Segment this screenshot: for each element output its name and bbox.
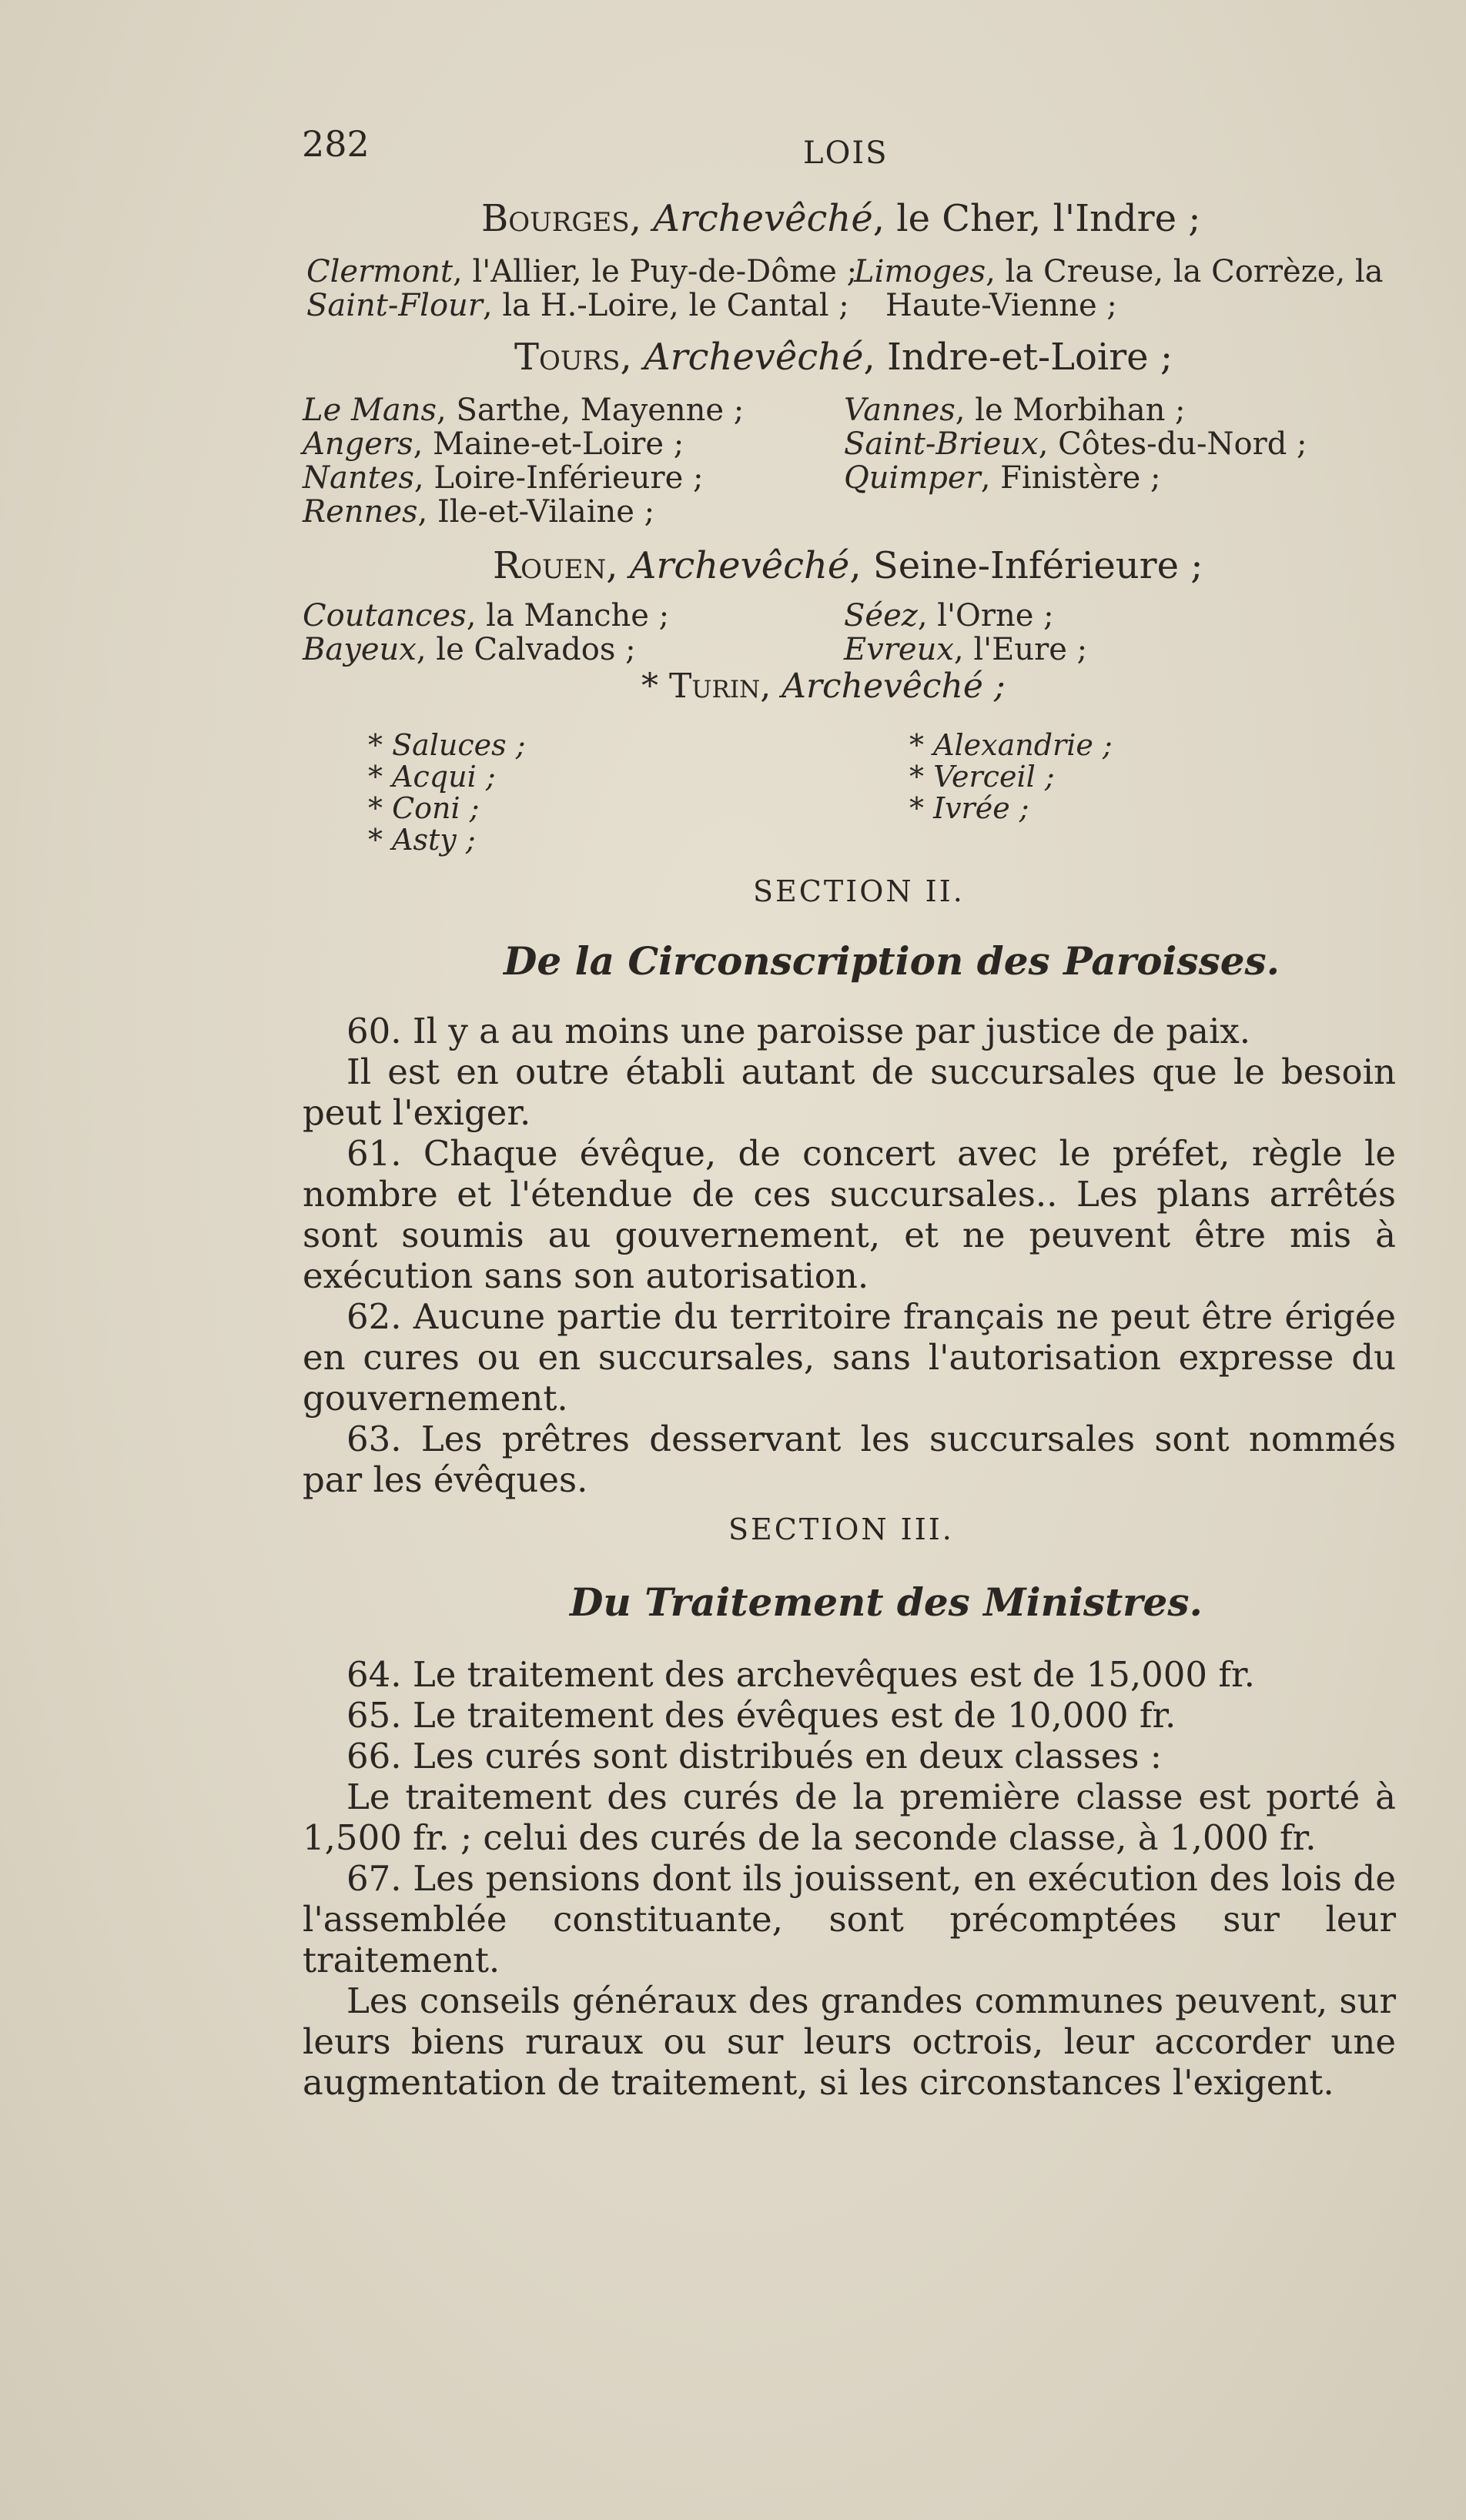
- tours-heading: Tours, Archevêché, Indre-et-Loire ;: [514, 336, 1173, 379]
- tours-rest: , Indre-et-Loire ;: [863, 336, 1173, 379]
- section-3-title: Du Traitement des Ministres.: [570, 1579, 1203, 1625]
- diocese-entry: Rennes, Ile-et-Vilaine ;: [303, 494, 655, 530]
- diocese-entry: Bayeux, le Calvados ;: [303, 632, 636, 667]
- diocese-entry: * Saluces ;: [368, 728, 526, 762]
- turin-right-column: [909, 730, 1113, 824]
- diocese-entry: Nantes, Loire-Inférieure ;: [303, 460, 704, 496]
- turin-see: Turin: [669, 667, 761, 706]
- diocese-entry: Coutances, la Manche ;: [303, 598, 670, 633]
- article-paragraph: Il est en outre établi autant de succursales que le besoin peut l'exiger.: [303, 1051, 1396, 1133]
- article-paragraph: 67. Les pensions dont ils jouissent, en exécution des lois de l'assemblée constituante, sont précomptées sur leur traitement.: [303, 1858, 1396, 1980]
- article-paragraph: 63. Les prêtres desservant les succursales sont nommés par les évêques.: [303, 1419, 1396, 1500]
- article-paragraph: Le traitement des curés de la première classe est porté à 1,500 fr. ; celui des curés de la seconde classe, à 1,000 fr.: [303, 1776, 1396, 1858]
- article-paragraph: 66. Les curés sont distribués en deux classes :: [346, 1736, 1162, 1776]
- rouen-heading: Rouen, Archevêché, Seine-Inférieure ;: [493, 544, 1203, 587]
- section-2-title: De la Circonscription des Paroisses.: [504, 938, 1280, 984]
- turin-heading: * Turin, Archevêché ;: [641, 667, 1006, 706]
- diocese-entry: * Coni ;: [368, 791, 480, 825]
- diocese-entry: Haute-Vienne ;: [885, 288, 1117, 323]
- rouen-see: Rouen: [493, 544, 607, 587]
- diocese-entry: * Acqui ;: [368, 760, 496, 794]
- article-paragraph: 62. Aucune partie du territoire français ne peut être érigée en cures ou en succursales, sans l'autorisation expresse du gouvernement.: [303, 1296, 1396, 1419]
- diocese-entry: Limoges, la Creuse, la Corrèze, la: [854, 254, 1384, 289]
- page-number: 282: [302, 123, 370, 165]
- article-paragraph: 60. Il y a au moins une paroisse par justice de paix.: [346, 1011, 1251, 1051]
- rouen-rest: , Seine-Inférieure ;: [849, 544, 1203, 587]
- section-2-heading: SECTION II.: [753, 874, 965, 908]
- diocese-entry: Le Mans, Sarthe, Mayenne ;: [303, 393, 745, 428]
- diocese-entry: * Asty ;: [368, 823, 476, 857]
- bourges-rank: Archevêché: [653, 197, 873, 240]
- article-paragraph: 65. Le traitement des évêques est de 10,000 fr.: [346, 1695, 1176, 1736]
- tours-rank: Archevêché: [643, 336, 864, 379]
- turin-rank: Archevêché ;: [782, 667, 1006, 706]
- diocese-entry: Vannes, le Morbihan ;: [844, 393, 1186, 428]
- turin-left-column: [368, 730, 526, 856]
- diocese-entry: Saint-Flour, la H.-Loire, le Cantal ;: [306, 288, 849, 323]
- diocese-entry: Evreux, l'Eure ;: [844, 632, 1088, 667]
- diocese-entry: Quimper, Finistère ;: [844, 460, 1161, 496]
- section-2-body: [303, 1011, 1396, 1500]
- bourges-left-column: [306, 255, 857, 323]
- diocese-entry: Saint-Brieux, Côtes-du-Nord ;: [844, 426, 1307, 462]
- tours-left-column: [303, 393, 744, 529]
- section-3-body: [303, 1654, 1396, 2103]
- running-title: LOIS: [803, 135, 889, 171]
- article-paragraph: 64. Le traitement des archevêques est de 15,000 fr.: [346, 1654, 1255, 1695]
- rouen-rank: Archevêché: [629, 544, 850, 587]
- bourges-heading: Bourges, Archevêché, le Cher, l'Indre ;: [481, 197, 1201, 240]
- tours-right-column: [844, 393, 1307, 495]
- rouen-left-column: [303, 599, 669, 667]
- article-paragraph: 61. Chaque évêque, de concert avec le préfet, règle le nombre et l'étendue de ces succursales.. Les plans arrêtés sont soumis au gouvernement, et ne peuvent être mis à exécution sans son autorisation.: [303, 1133, 1396, 1296]
- diocese-entry: * Ivrée ;: [909, 791, 1029, 825]
- diocese-entry: Angers, Maine-et-Loire ;: [303, 426, 684, 462]
- diocese-entry: * Alexandrie ;: [909, 728, 1113, 762]
- article-paragraph: Les conseils généraux des grandes communes peuvent, sur leurs biens ruraux ou sur leurs octrois, leur accorder une augmentation de traitement, si les circonstances l'exigent.: [303, 1980, 1396, 2103]
- diocese-entry: Clermont, l'Allier, le Puy-de-Dôme ;: [306, 254, 858, 289]
- bourges-rest: , le Cher, l'Indre ;: [872, 197, 1201, 240]
- bourges-right-column: [854, 255, 1384, 323]
- diocese-entry: Séez, l'Orne ;: [844, 598, 1054, 633]
- tours-see: Tours: [514, 336, 621, 379]
- bourges-see: Bourges: [481, 197, 630, 240]
- turin-star: *: [641, 667, 658, 706]
- diocese-entry: * Verceil ;: [909, 760, 1055, 794]
- rouen-right-column: [844, 599, 1087, 667]
- section-3-heading: SECTION III.: [728, 1512, 954, 1546]
